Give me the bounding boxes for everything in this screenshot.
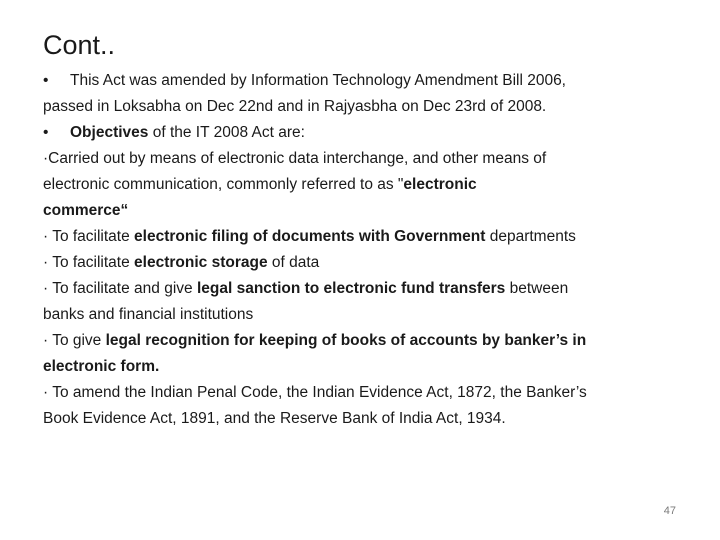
text-run: passed in Loksabha on Dec 22nd and in Rajyasbha on Dec 23rd of 2008.: [43, 98, 547, 115]
bold-text: legal recognition for keeping of books of accounts by banker’s in: [105, 332, 587, 349]
objective-item: [43, 276, 693, 328]
text-line: [70, 72, 566, 89]
text-line: [43, 302, 693, 328]
bullet-item: [43, 68, 693, 120]
text-run: · To amend the Indian Penal Code, the Indian Evidence Act, 1872, the Banker’s: [43, 384, 587, 401]
text-run: · To facilitate: [43, 254, 135, 271]
text-line: [43, 198, 693, 224]
bold-text: electronic: [403, 176, 477, 193]
text-run: banks and financial institutions: [43, 306, 254, 323]
page-number: 47: [663, 505, 676, 517]
text-line: [43, 354, 693, 380]
text-line: [43, 94, 693, 120]
objective-item: [43, 146, 693, 224]
text-line: [43, 172, 693, 198]
bold-text: legal sanction to electronic fund transfers: [196, 280, 506, 297]
text-line: [43, 406, 693, 432]
text-run: · To facilitate: [43, 228, 135, 245]
bullet-marker: •: [43, 72, 49, 89]
text-run: ·Carried out by means of electronic data interchange, and other means of: [43, 150, 547, 167]
text-run: This Act was amended by Information Technology Amendment Bill 2006,: [70, 72, 566, 89]
text-run: · To give: [43, 332, 106, 349]
text-run: · To facilitate and give: [43, 280, 197, 297]
bold-text: electronic form.: [43, 358, 160, 375]
bold-text: Objectives: [70, 124, 149, 141]
text-line: [70, 124, 305, 141]
text-run: electronic communication, commonly referred to as ": [43, 176, 404, 193]
text-line: [43, 328, 693, 354]
bullet-item: [43, 120, 693, 146]
objective-item: [43, 250, 693, 276]
text-run: of data: [267, 254, 320, 271]
bold-text: commerce“: [43, 202, 129, 219]
text-run: between: [505, 280, 569, 297]
text-line: [43, 224, 693, 250]
text-line: [43, 380, 693, 406]
objective-item: [43, 328, 693, 380]
objective-item: [43, 224, 693, 250]
slide-body: [43, 68, 693, 432]
objective-item: [43, 380, 693, 432]
bullet-marker: •: [43, 124, 49, 141]
slide-title: Cont..: [43, 30, 116, 60]
text-run: Book Evidence Act, 1891, and the Reserve Bank of India Act, 1934.: [43, 410, 506, 427]
text-line: [43, 250, 693, 276]
text-run: of the IT 2008 Act are:: [148, 124, 305, 141]
text-line: [43, 146, 693, 172]
bold-text: electronic filing of documents with Government: [134, 228, 486, 245]
bold-text: electronic storage: [134, 254, 268, 271]
text-line: [43, 276, 693, 302]
text-run: departments: [485, 228, 576, 245]
